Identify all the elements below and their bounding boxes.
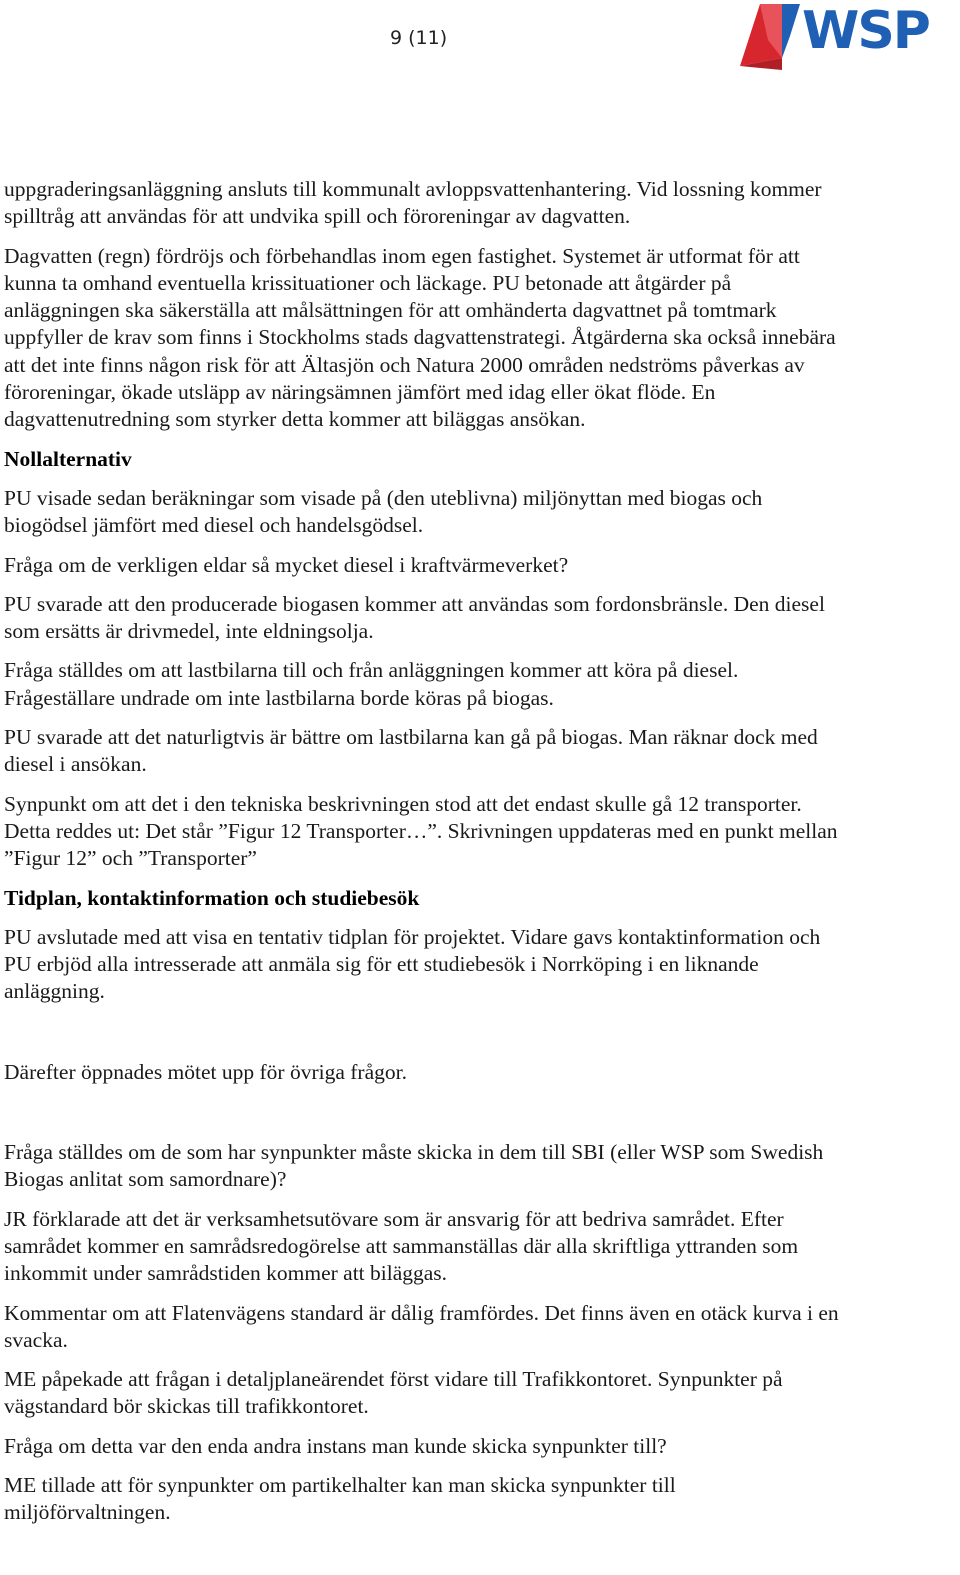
paragraph: Dagvatten (regn) fördröjs och förbehandlas inom egen fastighet. Systemet är utformat för att kunna ta omhand eventuella krissituationer och läckage. PU betonade att åtgärder på anläggningen ska säkerställa att målsättningen för att omhänderta dagvattnet på tomtmark uppfyller de krav som finns i Stockholms stads dagvattenstrategi. Åtgärderna ska också innebära att det inte finns någon risk för att Ältasjön och Natura 2000 områden nedströms påverkas av föroreningar, ökade utsläpp av näringsämnen jämfört med idag eller ökat flöde. En dagvattenutredning som styrker detta kommer att biläggas ansökan.: [4, 243, 836, 432]
wsp-logo: [738, 0, 956, 72]
paragraph: PU svarade att den producerade biogasen kommer att användas som fordonsbränsle. Den diesel som ersätts är drivmedel, inte eldningsolja.: [4, 591, 825, 644]
paragraph: PU visade sedan beräkningar som visade på (den uteblivna) miljönyttan med biogas och biogödsel jämfört med diesel och handelsgödsel.: [4, 485, 763, 538]
section-heading: Tidplan, kontaktinformation och studiebesök: [4, 885, 420, 910]
page-number: 9 (11): [390, 27, 448, 49]
section-heading: Nollalternativ: [4, 446, 132, 471]
paragraph: ME påpekade att frågan i detaljplaneärendet först vidare till Trafikkontoret. Synpunkter på vägstandard bör skickas till trafikkontoret.: [4, 1367, 783, 1419]
paragraph: uppgraderingsanläggning ansluts till kommunalt avloppsvattenhantering. Vid lossning kommer spilltråg att användas för att undvika spill och föroreningar av dagvatten.: [4, 177, 822, 229]
paragraph: Fråga ställdes om att lastbilarna till och från anläggningen kommer att köra på diesel. Frågeställare undrade om inte lastbilarna borde köras på biogas.: [4, 658, 739, 710]
paragraph: Därefter öppnades mötet upp för övriga frågor.: [4, 1059, 407, 1084]
paragraph: PU avslutade med att visa en tentativ tidplan för projektet. Vidare gavs kontaktinformation och PU erbjöd alla intresserade att anmäla sig för ett studiebesök i Norrköping i en liknande anläggning.: [4, 924, 821, 1004]
paragraph: Fråga om detta var den enda andra instans man kunde skicka synpunkter till?: [4, 1433, 667, 1458]
paragraph: Synpunkt om att det i den tekniska beskrivningen stod att det endast skulle gå 12 transporter. Detta reddes ut: Det står ”Figur 12 Transporter…”. Skrivningen uppdateras med en punkt mellan ”Figur 12” och ”Transporter”: [4, 791, 838, 871]
svg-text:WSP: WSP: [802, 1, 929, 61]
paragraph: ME tillade att för synpunkter om partikelhalter kan man skicka synpunkter till miljöförvaltningen.: [4, 1472, 676, 1525]
paragraph: JR förklarade att det är verksamhetsutövare som är ansvarig för att bedriva samrådet. Efter samrådet kommer en samrådsredogörelse att sammanställas där alla skriftliga yttranden som inkommit under samrådstiden kommer att biläggas.: [4, 1206, 799, 1286]
paragraph: Fråga ställdes om de som har synpunkter måste skicka in dem till SBI (eller WSP som Swedish Biogas anlitat som samordnare)?: [4, 1140, 824, 1192]
paragraph: Fråga om de verkligen eldar så mycket diesel i kraftvärmeverket?: [4, 552, 569, 577]
paragraph: PU svarade att det naturligtvis är bättre om lastbilarna kan gå på biogas. Man räknar dock med diesel i ansökan.: [4, 725, 818, 777]
document-body: [4, 176, 844, 1527]
paragraph: Kommentar om att Flatenvägens standard är dålig framfördes. Det finns även en otäck kurva i en svacka.: [4, 1300, 839, 1352]
